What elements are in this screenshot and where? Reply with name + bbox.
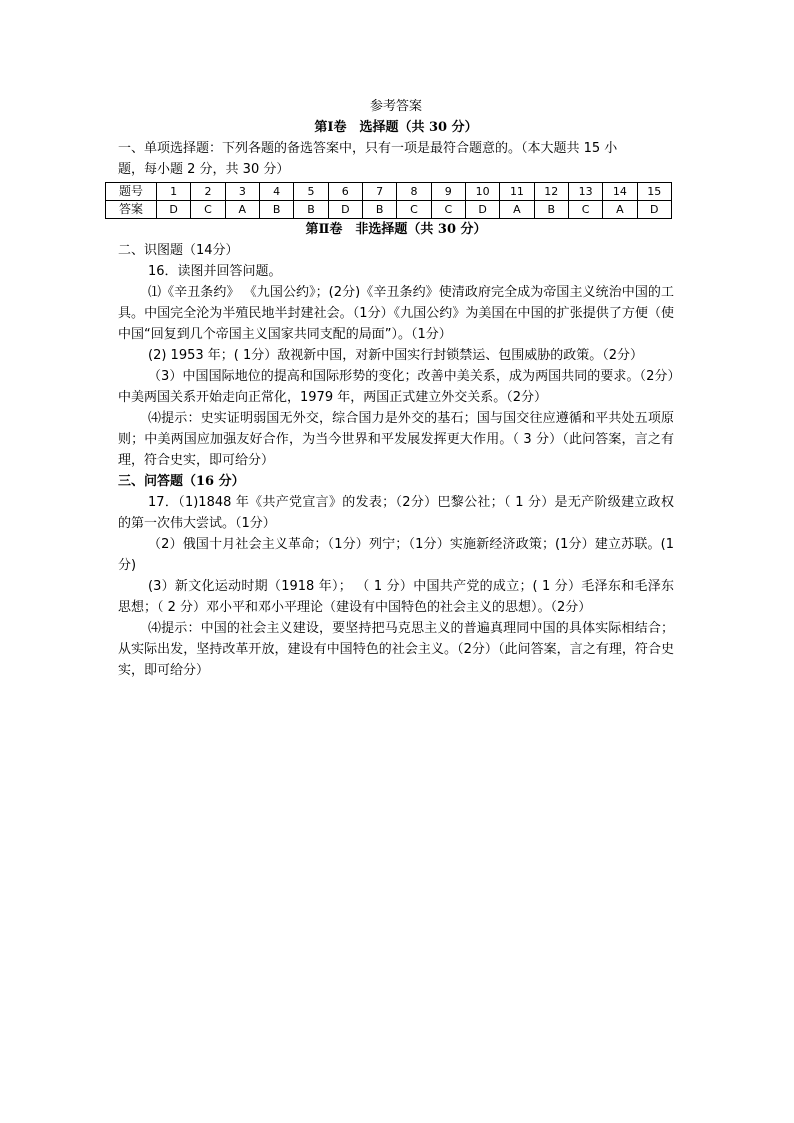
q16-intro: 16．读图并回答问题。 — [148, 264, 282, 279]
table-cell: D — [157, 201, 191, 219]
answer-table — [105, 182, 672, 219]
q16-answer-2: (2) 1953 年；( 1分）敌视新中国，对新中国实行封锁禁运、包围威胁的政策。（2分） — [148, 348, 644, 363]
table-cell: 10 — [465, 183, 499, 201]
table-cell: 6 — [328, 183, 362, 201]
table-cell: B — [259, 201, 293, 219]
table-cell: A — [500, 201, 534, 219]
table-cell: 2 — [191, 183, 225, 201]
row-label-number: 题号 — [106, 183, 157, 201]
part2-title: 第Ⅱ卷 非选择题（共 30 分） — [305, 222, 487, 237]
table-cell: 15 — [637, 183, 671, 201]
section3-heading: 三、问答题（16 分） — [118, 474, 245, 489]
table-cell: C — [568, 201, 602, 219]
q16-answer-3: （3）中国国际地位的提高和国际形势的变化；改善中美关系，成为两国共同的要求。（2分）中美两国关系开始走向正常化，1979 年，两国正式建立外交关系。（2分） — [118, 369, 674, 405]
table-row-answers — [106, 201, 672, 219]
answer-document — [118, 96, 674, 681]
table-cell: C — [397, 201, 431, 219]
table-cell: D — [465, 201, 499, 219]
table-cell: D — [637, 201, 671, 219]
table-row-numbers — [106, 183, 672, 201]
table-cell: 5 — [294, 183, 328, 201]
row-label-answer: 答案 — [106, 201, 157, 219]
table-cell: 8 — [397, 183, 431, 201]
section1-heading-line2: 题，每小题 2 分，共 30 分） — [118, 162, 290, 177]
table-cell: C — [191, 201, 225, 219]
q17-answer-2: （2）俄国十月社会主义革命；（1分）列宁；（1分）实施新经济政策；(1分）建立苏联。(1分) — [118, 537, 674, 573]
q16-answer-4: ⑷提示：史实证明弱国无外交，综合国力是外交的基石；国与国交往应遵循和平共处五项原则；中美两国应加强友好合作，为当今世界和平发展发挥更大作用。（ 3 分）（此问答案，言之有理，符合史实，即可给分） — [118, 411, 674, 468]
table-cell: 1 — [157, 183, 191, 201]
section1-heading-line1: 一、单项选择题：下列各题的备选答案中，只有一项是最符合题意的。（本大题共 15 小 — [118, 141, 618, 156]
table-cell: B — [534, 201, 568, 219]
q17-answer-1: 17．（1)1848 年《共产党宣言》的发表；（2分）巴黎公社；（ 1 分）是无产阶级建立政权的第一次伟大尝试。（1分） — [118, 495, 674, 531]
q17-answer-3: (3）新文化运动时期（1918 年）； （ 1 分）中国共产党的成立；( 1 分）毛泽东和毛泽东思想；（ 2 分）邓小平和邓小平理论（建设有中国特色的社会主义的思想）。（2分） — [118, 579, 674, 615]
table-cell: 14 — [603, 183, 637, 201]
section1-heading — [118, 138, 674, 180]
table-cell: B — [294, 201, 328, 219]
table-cell: A — [225, 201, 259, 219]
q17-answer-4: ⑷提示：中国的社会主义建设，要坚持把马克思主义的普遍真理同中国的具体实际相结合；从实际出发，坚持改革开放，建设有中国特色的社会主义。（2分）（此问答案，言之有理，符合史实，即可给分） — [118, 621, 674, 678]
table-cell: A — [603, 201, 637, 219]
table-cell: 7 — [362, 183, 396, 201]
table-cell: 12 — [534, 183, 568, 201]
table-cell: 3 — [225, 183, 259, 201]
page-title: 参考答案 — [369, 99, 422, 114]
section2-heading: 二、识图题（14分） — [118, 243, 239, 258]
q16-answer-1: ⑴《辛丑条约》 《九国公约》；(2分)《辛丑条约》使清政府完全成为帝国主义统治中国的工具。中国完全沦为半殖民地半封建社会。（1分）《九国公约》为美国在中国的扩张提供了方便（使中国“回复到几个帝国主义国家共同支配的局面”）。（1分） — [118, 285, 674, 342]
table-cell: 11 — [500, 183, 534, 201]
table-cell: 13 — [568, 183, 602, 201]
table-cell: 9 — [431, 183, 465, 201]
table-cell: C — [431, 201, 465, 219]
table-cell: B — [362, 201, 396, 219]
table-cell: 4 — [259, 183, 293, 201]
table-cell: D — [328, 201, 362, 219]
part1-title: 第Ⅰ卷 选择题（共 30 分） — [314, 120, 478, 135]
